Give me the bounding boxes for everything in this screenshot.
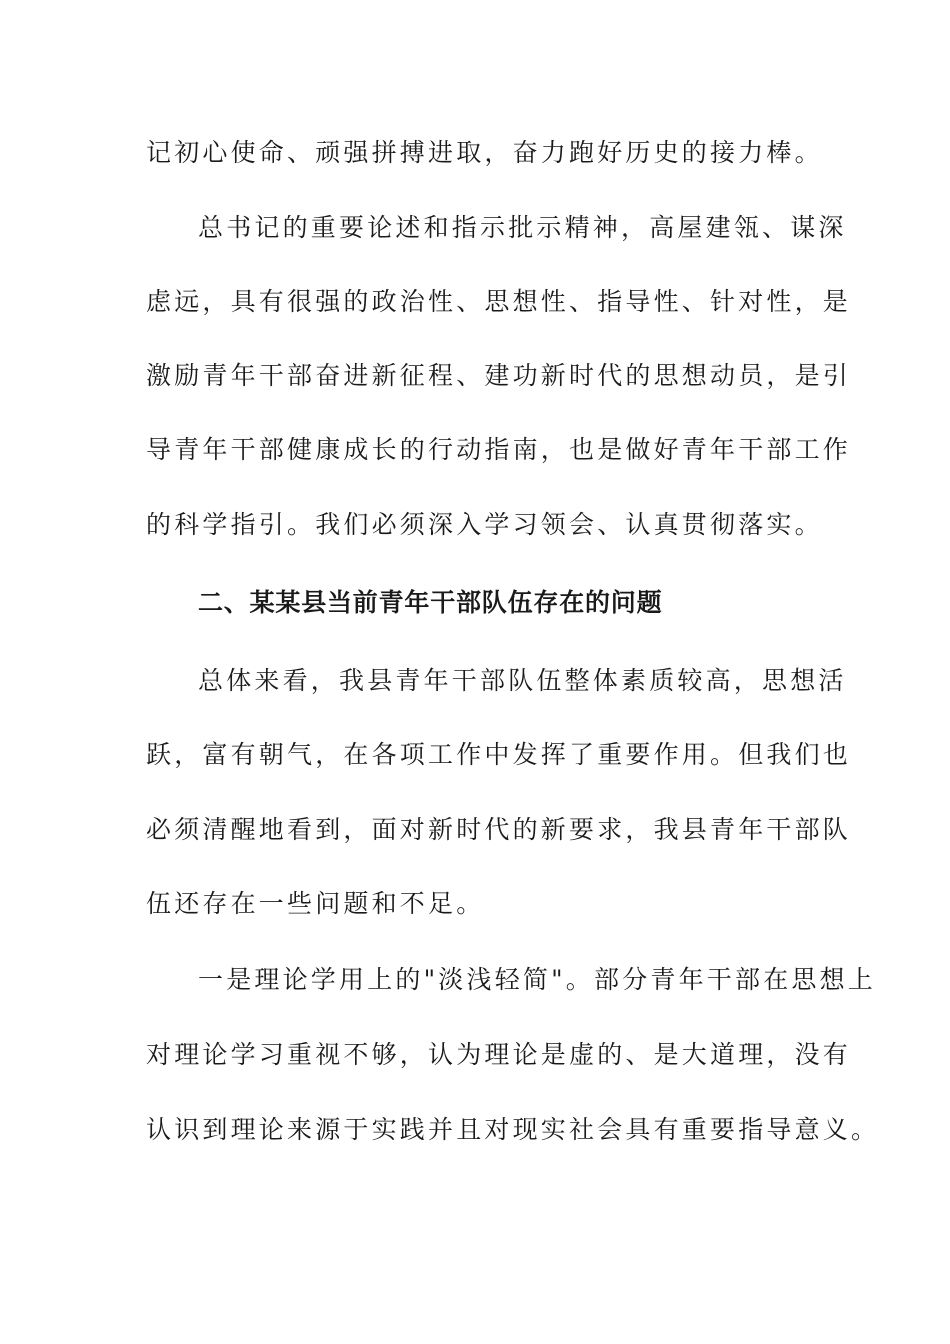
text-line: 激励青年干部奋进新征程、建功新时代的思想动员，是引 — [146, 361, 852, 390]
text-line: 认识到理论来源于实践并且对现实社会具有重要指导意义。 — [146, 1115, 880, 1144]
text-line: 跃，富有朝气，在各项工作中发挥了重要作用。但我们也 — [146, 740, 852, 769]
text-line: 总体来看，我县青年干部队伍整体素质较高，思想活 — [198, 666, 847, 695]
text-line: 一是理论学用上的"淡浅轻简"。部分青年干部在思想上 — [198, 965, 877, 994]
text-line: 导青年干部健康成长的行动指南，也是做好青年干部工作 — [146, 435, 852, 464]
text-line: 虑远，具有很强的政治性、思想性、指导性、针对性，是 — [146, 287, 852, 316]
text-line: 总书记的重要论述和指示批示精神，高屋建瓴、谋深 — [198, 213, 847, 242]
text-line: 必须清醒地看到，面对新时代的新要求，我县青年干部队 — [146, 815, 852, 844]
text-line: 的科学指引。我们必须深入学习领会、认真贯彻落实。 — [146, 510, 823, 539]
section-heading: 二、某某县当前青年干部队伍存在的问题 — [198, 588, 663, 617]
text-line: 对理论学习重视不够，认为理论是虚的、是大道理，没有 — [146, 1040, 852, 1069]
text-line: 记初心使命、顽强拼搏进取，奋力跑好历史的接力棒。 — [146, 138, 823, 167]
text-line: 伍还存在一些问题和不足。 — [146, 889, 485, 918]
